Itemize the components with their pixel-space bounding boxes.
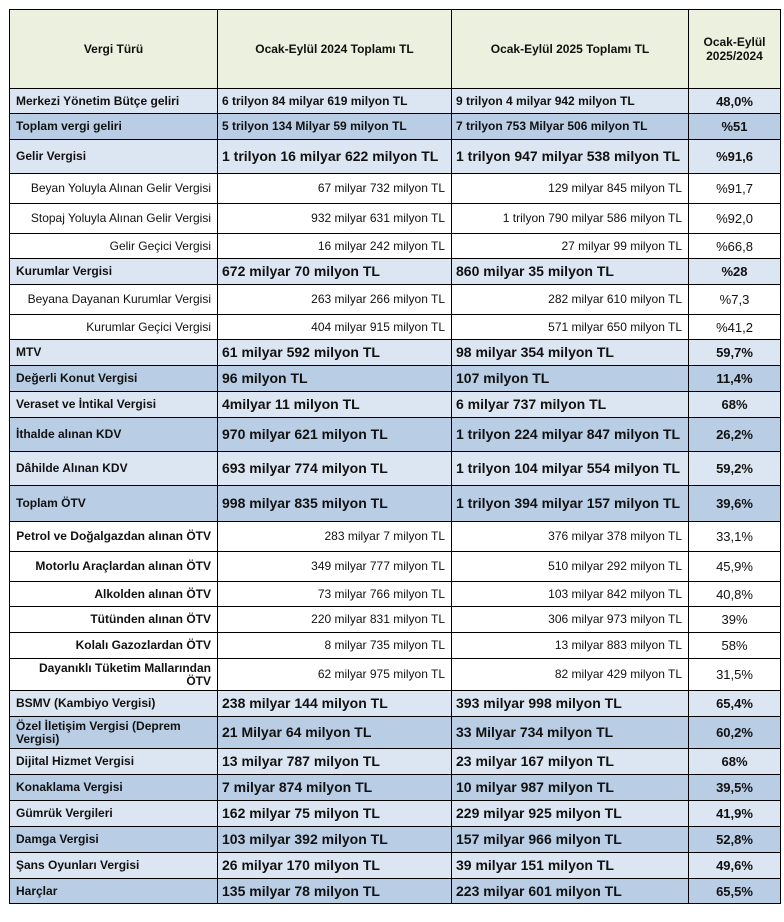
row-name: Özel İletişim Vergisi (Deprem Vergisi)	[10, 717, 218, 749]
row-ratio: 48,0%	[689, 89, 781, 114]
row-2024-value: 349 milyar 777 milyon TL	[218, 552, 452, 582]
row-2025-value: 571 milyar 650 milyon TL	[452, 315, 689, 340]
row-name: Petrol ve Doğalgazdan alınan ÖTV	[10, 522, 218, 552]
row-2025-value: 306 milyar 973 milyon TL	[452, 607, 689, 633]
row-2024-value: 8 milyar 735 milyon TL	[218, 633, 452, 659]
row-2025-value: 10 milyar 987 milyon TL	[452, 775, 689, 801]
row-2025-value: 282 milyar 610 milyon TL	[452, 285, 689, 315]
row-name: BSMV (Kambiyo Vergisi)	[10, 691, 218, 717]
row-name: Merkezi Yönetim Bütçe geliri	[10, 89, 218, 114]
row-name: Konaklama Vergisi	[10, 775, 218, 801]
row-2024-value: 16 milyar 242 milyon TL	[218, 234, 452, 259]
row-2024-value: 220 milyar 831 milyon TL	[218, 607, 452, 633]
row-name: Tütünden alınan ÖTV	[10, 607, 218, 633]
row-name: Kurumlar Geçici Vergisi	[10, 315, 218, 340]
row-2025-value: 82 milyar 429 milyon TL	[452, 659, 689, 691]
table-row	[10, 691, 781, 717]
row-name: Veraset ve İntikal Vergisi	[10, 392, 218, 418]
row-2025-value: 39 milyar 151 milyon TL	[452, 853, 689, 879]
row-2024-value: 263 milyar 266 milyon TL	[218, 285, 452, 315]
row-ratio: %28	[689, 259, 781, 285]
table-row	[10, 801, 781, 827]
row-2025-value: 860 milyar 35 milyon TL	[452, 259, 689, 285]
row-2024-value: 21 Milyar 64 milyon TL	[218, 717, 452, 749]
row-name: Kurumlar Vergisi	[10, 259, 218, 285]
table-row	[10, 879, 781, 904]
row-2025-value: 33 Milyar 734 milyon TL	[452, 717, 689, 749]
table-row	[10, 582, 781, 607]
table-row	[10, 392, 781, 418]
row-name: Gelir Vergisi	[10, 140, 218, 174]
row-ratio: 59,2%	[689, 452, 781, 486]
row-2025-value: 107 milyon TL	[452, 366, 689, 392]
row-name: Damga Vergisi	[10, 827, 218, 853]
row-2024-value: 6 trilyon 84 milyar 619 milyon TL	[218, 89, 452, 114]
row-ratio: %41,2	[689, 315, 781, 340]
header-ratio: Ocak-Eylül 2025/2024	[689, 10, 781, 89]
row-name: Alkolden alınan ÖTV	[10, 582, 218, 607]
row-2024-value: 162 milyar 75 milyon TL	[218, 801, 452, 827]
table-row	[10, 659, 781, 691]
row-ratio: 58%	[689, 633, 781, 659]
row-name: Harçlar	[10, 879, 218, 904]
row-ratio: 68%	[689, 392, 781, 418]
row-name: Dijital Hizmet Vergisi	[10, 749, 218, 775]
row-name: Gümrük Vergileri	[10, 801, 218, 827]
row-2025-value: 1 trilyon 394 milyar 157 milyon TL	[452, 486, 689, 522]
row-ratio: 45,9%	[689, 552, 781, 582]
row-name: MTV	[10, 340, 218, 366]
header-tax-type: Vergi Türü	[10, 10, 218, 89]
row-ratio: %91,6	[689, 140, 781, 174]
table-row	[10, 775, 781, 801]
row-2024-value: 13 milyar 787 milyon TL	[218, 749, 452, 775]
row-2025-value: 13 milyar 883 milyon TL	[452, 633, 689, 659]
row-ratio: 59,7%	[689, 340, 781, 366]
row-2024-value: 61 milyar 592 milyon TL	[218, 340, 452, 366]
row-ratio: %92,0	[689, 204, 781, 234]
row-2024-value: 404 milyar 915 milyon TL	[218, 315, 452, 340]
row-ratio: 65,4%	[689, 691, 781, 717]
row-2024-value: 96 milyon TL	[218, 366, 452, 392]
row-ratio: 68%	[689, 749, 781, 775]
row-2025-value: 510 milyar 292 milyon TL	[452, 552, 689, 582]
row-name: Stopaj Yoluyla Alınan Gelir Vergisi	[10, 204, 218, 234]
table-row	[10, 285, 781, 315]
row-2025-value: 27 milyar 99 milyon TL	[452, 234, 689, 259]
row-2025-value: 1 trilyon 224 milyar 847 milyon TL	[452, 418, 689, 452]
row-name: Beyan Yoluyla Alınan Gelir Vergisi	[10, 174, 218, 204]
row-name: Dayanıklı Tüketim Mallarından ÖTV	[10, 659, 218, 691]
table-row	[10, 114, 781, 140]
table-row	[10, 827, 781, 853]
tax-table-container	[9, 9, 781, 904]
table-row	[10, 452, 781, 486]
row-2024-value: 103 milyar 392 milyon TL	[218, 827, 452, 853]
row-ratio: 39,5%	[689, 775, 781, 801]
row-name: Dâhilde Alınan KDV	[10, 452, 218, 486]
header-2024-total: Ocak-Eylül 2024 Toplamı TL	[218, 10, 452, 89]
table-row	[10, 633, 781, 659]
row-2025-value: 376 milyar 378 milyon TL	[452, 522, 689, 552]
row-2025-value: 1 trilyon 947 milyar 538 milyon TL	[452, 140, 689, 174]
row-2024-value: 4milyar 11 milyon TL	[218, 392, 452, 418]
row-2025-value: 223 milyar 601 milyon TL	[452, 879, 689, 904]
row-2025-value: 23 milyar 167 milyon TL	[452, 749, 689, 775]
row-ratio: 11,4%	[689, 366, 781, 392]
table-row	[10, 89, 781, 114]
row-ratio: %7,3	[689, 285, 781, 315]
row-2024-value: 998 milyar 835 milyon TL	[218, 486, 452, 522]
table-row	[10, 340, 781, 366]
table-row	[10, 717, 781, 749]
row-2025-value: 129 milyar 845 milyon TL	[452, 174, 689, 204]
row-name: Gelir Geçici Vergisi	[10, 234, 218, 259]
table-row	[10, 853, 781, 879]
row-2024-value: 5 trilyon 134 Milyar 59 milyon TL	[218, 114, 452, 140]
table-row	[10, 486, 781, 522]
row-ratio: %51	[689, 114, 781, 140]
row-2024-value: 62 milyar 975 milyon TL	[218, 659, 452, 691]
tax-revenue-table	[9, 9, 781, 904]
row-name: Değerli Konut Vergisi	[10, 366, 218, 392]
row-ratio: 49,6%	[689, 853, 781, 879]
row-2025-value: 393 milyar 998 milyon TL	[452, 691, 689, 717]
row-name: Şans Oyunları Vergisi	[10, 853, 218, 879]
row-name: Kolalı Gazozlardan ÖTV	[10, 633, 218, 659]
table-row	[10, 418, 781, 452]
row-ratio: 60,2%	[689, 717, 781, 749]
row-2024-value: 7 milyar 874 milyon TL	[218, 775, 452, 801]
header-row	[10, 10, 781, 89]
row-name: Motorlu Araçlardan alınan ÖTV	[10, 552, 218, 582]
header-2025-total: Ocak-Eylül 2025 Toplamı TL	[452, 10, 689, 89]
row-2025-value: 229 milyar 925 milyon TL	[452, 801, 689, 827]
table-row	[10, 749, 781, 775]
table-row	[10, 234, 781, 259]
row-2024-value: 1 trilyon 16 milyar 622 milyon TL	[218, 140, 452, 174]
row-ratio: 33,1%	[689, 522, 781, 552]
row-ratio: 65,5%	[689, 879, 781, 904]
row-2024-value: 67 milyar 732 milyon TL	[218, 174, 452, 204]
row-2024-value: 73 milyar 766 milyon TL	[218, 582, 452, 607]
row-ratio: %66,8	[689, 234, 781, 259]
table-row	[10, 607, 781, 633]
row-2024-value: 238 milyar 144 milyon TL	[218, 691, 452, 717]
row-2025-value: 1 trilyon 104 milyar 554 milyon TL	[452, 452, 689, 486]
row-name: İthalde alınan KDV	[10, 418, 218, 452]
table-row	[10, 315, 781, 340]
row-ratio: 39%	[689, 607, 781, 633]
row-2024-value: 970 milyar 621 milyon TL	[218, 418, 452, 452]
row-2025-value: 103 milyar 842 milyon TL	[452, 582, 689, 607]
row-ratio: 40,8%	[689, 582, 781, 607]
row-2025-value: 157 milyar 966 milyon TL	[452, 827, 689, 853]
row-ratio: 39,6%	[689, 486, 781, 522]
row-2024-value: 283 milyar 7 milyon TL	[218, 522, 452, 552]
row-name: Toplam ÖTV	[10, 486, 218, 522]
table-row	[10, 366, 781, 392]
row-ratio: %91,7	[689, 174, 781, 204]
table-row	[10, 204, 781, 234]
table-row	[10, 259, 781, 285]
table-row	[10, 174, 781, 204]
row-2024-value: 135 milyar 78 milyon TL	[218, 879, 452, 904]
row-ratio: 31,5%	[689, 659, 781, 691]
row-name: Toplam vergi geliri	[10, 114, 218, 140]
row-2025-value: 1 trilyon 790 milyar 586 milyon TL	[452, 204, 689, 234]
table-row	[10, 140, 781, 174]
row-2024-value: 693 milyar 774 milyon TL	[218, 452, 452, 486]
row-2024-value: 672 milyar 70 milyon TL	[218, 259, 452, 285]
row-2025-value: 9 trilyon 4 milyar 942 milyon TL	[452, 89, 689, 114]
row-2025-value: 98 milyar 354 milyon TL	[452, 340, 689, 366]
row-2025-value: 7 trilyon 753 Milyar 506 milyon TL	[452, 114, 689, 140]
row-2024-value: 932 milyar 631 milyon TL	[218, 204, 452, 234]
table-row	[10, 552, 781, 582]
row-name: Beyana Dayanan Kurumlar Vergisi	[10, 285, 218, 315]
row-2024-value: 26 milyar 170 milyon TL	[218, 853, 452, 879]
row-ratio: 41,9%	[689, 801, 781, 827]
row-2025-value: 6 milyar 737 milyon TL	[452, 392, 689, 418]
row-ratio: 52,8%	[689, 827, 781, 853]
row-ratio: 26,2%	[689, 418, 781, 452]
table-row	[10, 522, 781, 552]
